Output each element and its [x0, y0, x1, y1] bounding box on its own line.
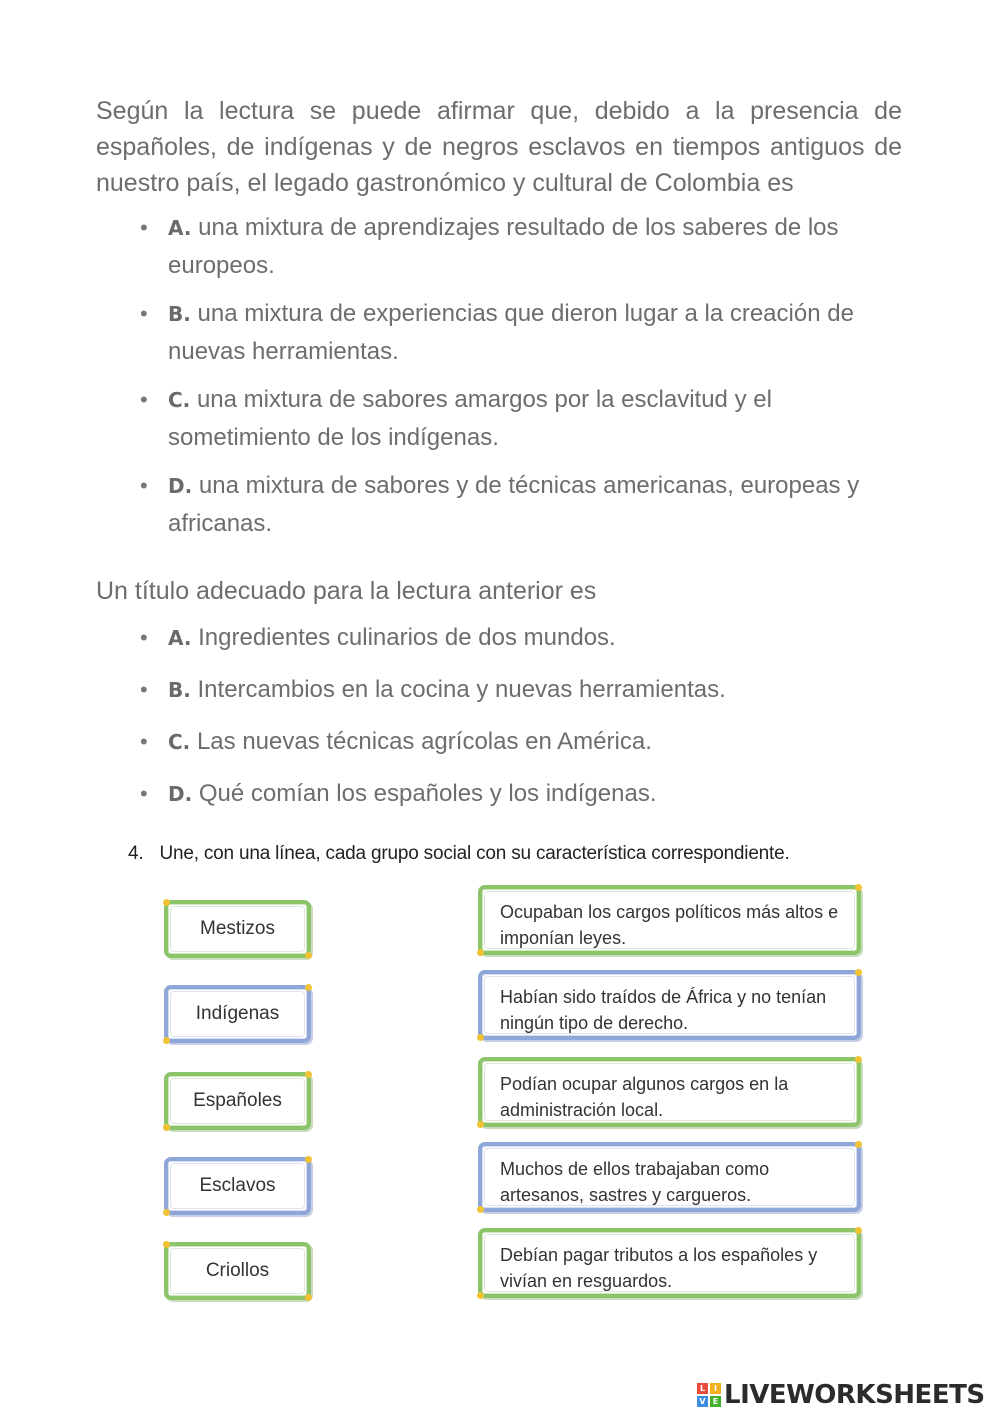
option-c[interactable]	[96, 723, 902, 761]
logo-mark-icon: L I V E	[697, 1383, 721, 1407]
option-b[interactable]	[96, 295, 902, 370]
question-2-options	[96, 619, 902, 813]
option-text: Ingredientes culinarios de dos mundos.	[198, 624, 616, 651]
question-2	[96, 573, 902, 827]
option-letter: A.	[168, 216, 192, 240]
characteristic-box-5[interactable]	[478, 1228, 861, 1298]
characteristic-box-2[interactable]	[478, 970, 861, 1040]
option-text: una mixtura de sabores y de técnicas americanas, europeas y africanas.	[168, 472, 860, 537]
option-a[interactable]	[96, 619, 902, 657]
option-text: Qué comían los españoles y los indígenas.	[198, 780, 657, 807]
option-text: Intercambios en la cocina y nuevas herramientas.	[197, 676, 726, 703]
option-text: una mixtura de experiencias que dieron lugar a la creación de nuevas herramientas.	[168, 300, 854, 365]
bullet-icon: •	[140, 781, 148, 806]
bullet-icon: •	[140, 677, 148, 702]
group-label: Indígenas	[195, 1003, 280, 1024]
question-number: 4.	[128, 843, 144, 864]
option-letter: D.	[168, 474, 193, 498]
option-letter: D.	[168, 782, 193, 806]
option-letter: C.	[168, 388, 191, 412]
group-box-criollos[interactable]	[164, 1242, 311, 1300]
instruction-text: Une, con una línea, cada grupo social con su característica correspondiente.	[159, 843, 790, 864]
group-box-esclavos[interactable]	[164, 1157, 311, 1215]
option-text: una mixtura de aprendizajes resultado de los saberes de los europeos.	[168, 214, 839, 279]
bullet-icon: •	[140, 215, 148, 240]
option-d[interactable]	[96, 467, 902, 542]
question-4-instruction	[128, 843, 790, 865]
characteristic-text: Debían pagar tributos a los españoles y vivían en resguardos.	[500, 1245, 818, 1291]
option-text: Las nuevas técnicas agrícolas en América.	[196, 728, 652, 755]
bullet-icon: •	[140, 473, 148, 498]
characteristic-text: Ocupaban los cargos políticos más altos e imponían leyes.	[500, 902, 839, 948]
group-label: Españoles	[193, 1090, 282, 1111]
logo-text: LIVEWORKSHEETS	[724, 1380, 985, 1410]
option-d[interactable]	[96, 775, 902, 813]
question-2-stem: Un título adecuado para la lectura anterior es	[96, 577, 597, 605]
characteristic-text: Podían ocupar algunos cargos en la administración local.	[500, 1074, 789, 1120]
liveworksheets-logo	[697, 1378, 985, 1412]
group-label: Criollos	[205, 1260, 270, 1281]
characteristic-text: Muchos de ellos trabajaban como artesanos, sastres y cargueros.	[500, 1159, 770, 1205]
group-box-mestizos[interactable]	[164, 900, 311, 958]
option-c[interactable]	[96, 381, 902, 456]
characteristic-box-1[interactable]	[478, 885, 861, 955]
question-1-options	[96, 209, 902, 542]
characteristic-box-3[interactable]	[478, 1057, 861, 1127]
option-letter: B.	[168, 302, 191, 326]
option-letter: B.	[168, 678, 191, 702]
option-a[interactable]	[96, 209, 902, 284]
group-label: Esclavos	[199, 1175, 276, 1196]
characteristic-text: Habían sido traídos de África y no tenían ningún tipo de derecho.	[500, 987, 827, 1033]
group-label: Mestizos	[200, 918, 275, 939]
question-1-stem: Según la lectura se puede afirmar que, debido a la presencia de españoles, de indígenas y de negros esclavos en tiempos antiguos de nuestro país, el legado gastronómico y cultural de Colombia es	[96, 97, 902, 197]
option-b[interactable]	[96, 671, 902, 709]
question-1	[96, 93, 902, 553]
group-box-espanoles[interactable]	[164, 1072, 311, 1130]
bullet-icon: •	[140, 301, 148, 326]
characteristic-box-4[interactable]	[478, 1142, 861, 1212]
option-letter: A.	[168, 626, 192, 650]
option-text: una mixtura de sabores amargos por la esclavitud y el sometimiento de los indígenas.	[168, 386, 772, 451]
bullet-icon: •	[140, 625, 148, 650]
option-letter: C.	[168, 730, 191, 754]
bullet-icon: •	[140, 729, 148, 754]
group-box-indigenas[interactable]	[164, 985, 311, 1043]
bullet-icon: •	[140, 387, 148, 412]
